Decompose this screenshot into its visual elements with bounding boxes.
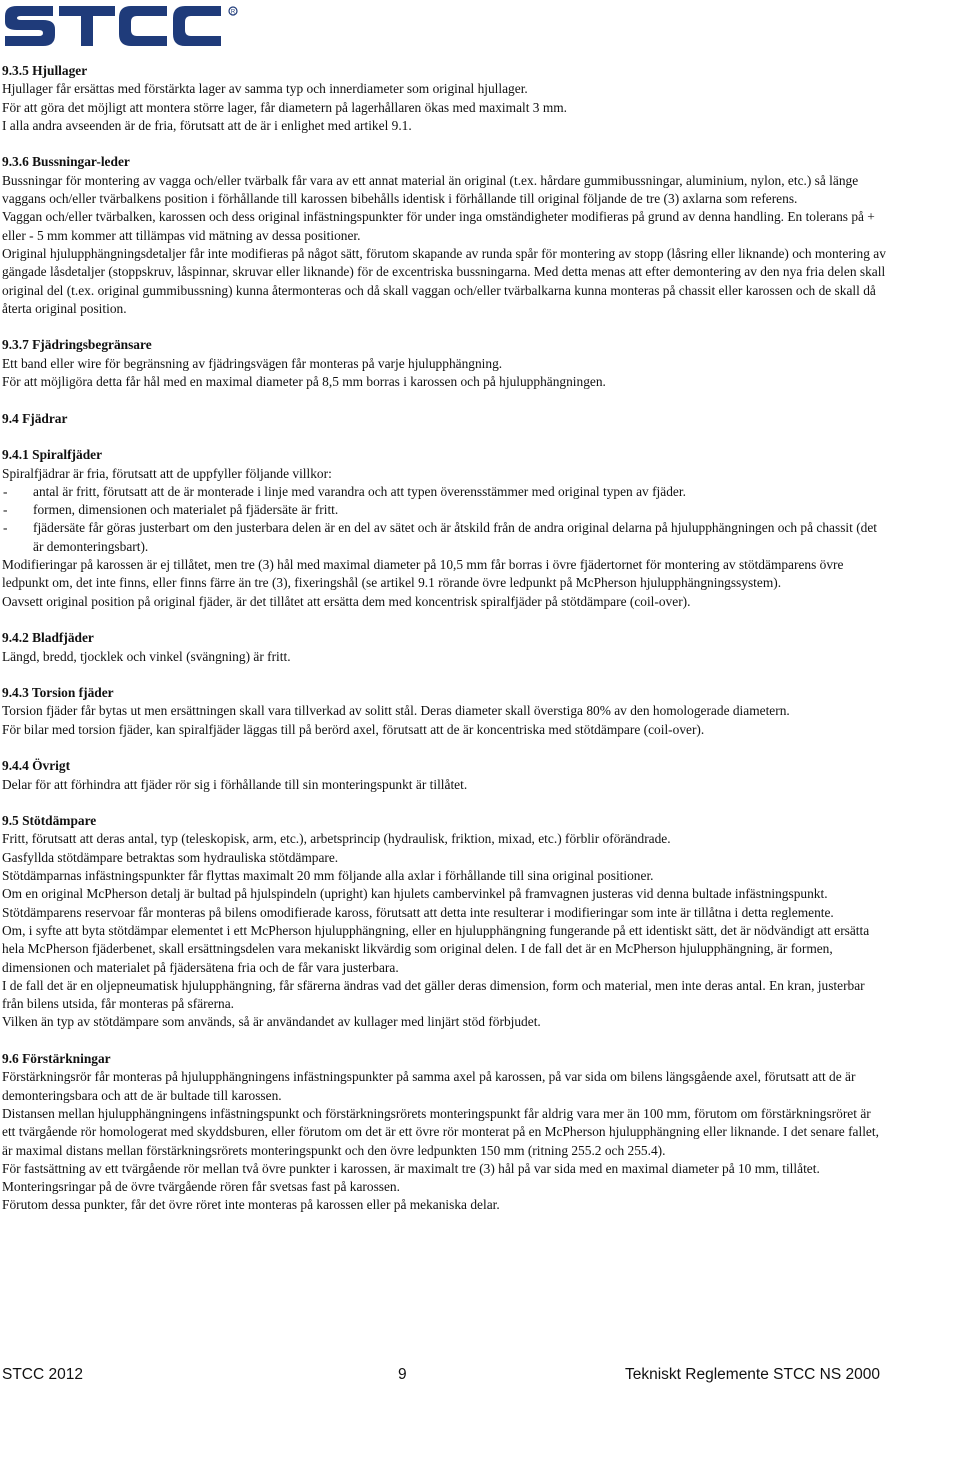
paragraph: Förstärkningsrör får monteras på hjulupphängningens infästningspunkter på samma axel på karossen, på var sida om bilens längsgående axel, förutsatt att de är demonteringsbara och att de är bultade till karossen. — [2, 1069, 856, 1103]
paragraph: Delar för att förhindra att fjäder rör sig i förhållande till sin monteringspunkt är tillåtet. — [2, 776, 468, 792]
paragraph: För fastsättning av ett tvärgående rör mellan två övre punkter i karossen, är maximalt tre (3) hål på var sida med en maximal diameter på 10 mm, tillåtet. Monteringsringar på de övre tvärgående rören får svetsas fast på karossen. — [2, 1160, 820, 1195]
paragraph: Om, i syfte att byta stötdämpar elementet i ett McPherson hjulupphängning, eller en hjulupphängning fungerande på ett identiskt sätt, det är nödvändigt att ersätta hela McPherson fjäderbenet, skall ersättningsdelen vara mekaniskt likvärdig som original delen. I de fall det är en McPherson hjulupphängning, är formen, dimensionen och materialet på fjädersätena fria och de får vara justerbara. — [2, 922, 870, 975]
page-footer — [2, 1366, 880, 1388]
paragraph: Stötdämparens reservoar får monteras på bilens omodifierade kaross, förutsatt att detta inte resulterar i modifieringar som inte är tillåtna i detta reglemente. — [2, 904, 834, 920]
section-heading: 9.5 Stötdämpare — [2, 813, 97, 829]
paragraph: I de fall det är en oljepneumatisk hjulupphängning, får sfärerna ändras vad det gäller deras dimension, form och material, men inte deras antal. En kran, justerbar från bilens utsida, får monteras på sfärerna. — [2, 977, 865, 1012]
footer-left: STCC 2012 — [2, 1366, 83, 1383]
paragraph: Längd, bredd, tjocklek och vinkel (svängning) är fritt. — [2, 648, 291, 664]
paragraph: Ett band eller wire för begränsning av fjädringsvägen får monteras på varje hjulupphängning. — [2, 355, 503, 371]
paragraph: För att möjligöra detta får hål med en maximal diameter på 8,5 mm borras i karossen och på hjulupphängningen. — [2, 374, 606, 390]
section-forstarkningar — [2, 1050, 886, 1215]
document-body — [2, 62, 886, 1233]
section-spiralfjader — [2, 446, 886, 611]
paragraph: Fritt, förutsatt att deras antal, typ (teleskopisk, arm, etc.), arbetsprincip (hydraulisk, friktion, mixad, etc.) förblir oförändrade. — [2, 831, 671, 847]
paragraph: För att göra det möjligt att montera större lager, får diametern på lagerhållaren ökas med maximalt 3 mm. — [2, 99, 568, 115]
stcc-logo — [3, 2, 243, 50]
paragraph: Om en original McPherson detalj är bultad på hjulspindeln (upright) kan hjulets cambervinkel på framvagnen justeras vid denna bultade infästningspunkt. — [2, 886, 828, 902]
section-stotdampare — [2, 812, 886, 1032]
bullet-item: - formen, dimensionen och materialet på fjädersäte är fritt. — [2, 501, 886, 519]
section-ovrigt — [2, 757, 886, 794]
paragraph: Oavsett original position på original fjäder, är det tillåtet att ersätta dem med koncentrisk spiralfjäder på stötdämpare (coil-over). — [2, 593, 691, 609]
section-heading: 9.4.2 Bladfjäder — [2, 630, 94, 646]
section-heading: 9.3.5 Hjullager — [2, 63, 88, 78]
section-hjullager — [2, 62, 886, 135]
section-heading: 9.4.3 Torsion fjäder — [2, 685, 114, 701]
paragraph: Original hjulupphängningsdetaljer får inte modifieras på något sätt, förutom skapande av runda spår för montering av stopp (låsring eller liknande) och montering av gängade låsdetaljer (stoppskruv, låspinnar, skruvar eller liknande) för de excentriska bussningarna. Med detta menas att efter demontering av den nya fria delen skall original del (t.ex. original gummibussning) kunna återmonteras och då skall vaggan och/eller tvärbalkarna kunna monteras på chassit eller karossen och de skall då återta original position. — [2, 245, 886, 316]
footer-page-number: 9 — [398, 1366, 407, 1383]
section-torsion — [2, 684, 886, 739]
paragraph: Spiralfjädrar är fria, förutsatt att de uppfyller följande villkor: — [2, 465, 332, 481]
footer-right: Tekniskt Reglemente STCC NS 2000 — [624, 1366, 880, 1383]
paragraph: Bussningar för montering av vagga och/eller tvärbalk får vara av ett annat material än original (t.ex. hårdare gummibussningar, aluminium, nylon, etc.) så länge vaggans och/eller tvärbalkens position i förhållande till karossen bibehålls identisk i förhållande till original följande de tre (3) axlarna som referens. — [2, 172, 859, 207]
paragraph: Vaggan och/eller tvärbalken, karossen och dess original infästningspunkter för under inga omständigheter modifieras på grund av denna handling. En tolerans på + eller - 5 mm kommer att tillämpas vid mätning av dessa positioner. — [2, 209, 875, 243]
paragraph: För bilar med torsion fjäder, kan spiralfjäder läggas till på berörd axel, förutsatt att de är koncentriska med stötdämpare (coil-over). — [2, 721, 705, 737]
paragraph: Gasfyllda stötdämpare betraktas som hydrauliska stötdämpare. — [2, 849, 339, 865]
svg-text:R: R — [230, 9, 236, 16]
paragraph: Hjullager får ersättas med förstärkta lager av samma typ och innerdiameter som original hjullager. — [2, 81, 528, 97]
bullet-item: - antal är fritt, förutsatt att de är monterade i linje med varandra och att typen överensstämmer med original typen av fjäder. — [2, 483, 886, 501]
paragraph: Stötdämparnas infästningspunkter får flyttas maximalt 20 mm följande alla axlar i förhållande till sina original positioner. — [2, 868, 654, 884]
paragraph: Vilken än typ av stötdämpare som används, så är användandet av kullager med linjärt stöd förbjudet. — [2, 1014, 541, 1030]
section-heading: 9.4.4 Övrigt — [2, 758, 71, 774]
section-heading: 9.4.1 Spiralfjäder — [2, 447, 103, 463]
section-bladfjader — [2, 629, 886, 666]
paragraph: Torsion fjäder får bytas ut men ersättningen skall vara tillverkad av solitt stål. Deras diameter skall överstiga 80% av den homologerade diametern. — [2, 703, 790, 719]
section-heading: 9.3.6 Bussningar-leder — [2, 154, 130, 170]
paragraph: Förutom dessa punkter, får det övre röret inte monteras på karossen eller på mekaniska delar. — [2, 1197, 500, 1213]
section-bussningar — [2, 153, 886, 318]
paragraph: I alla andra avseenden är de fria, förutsatt att de är i enlighet med artikel 9.1. — [2, 117, 412, 133]
bullet-item: - fjädersäte får göras justerbart om den justerbara delen är en del av sätet och är åtskild från de andra original delarna på hjulupphängningen och på chassit (det är demonteringsbart). — [2, 519, 886, 556]
paragraph: Modifieringar på karossen är ej tillåtet, men tre (3) hål med maximal diameter på 10,5 mm får borras i övre fjädertornet för montering av stötdämparens övre ledpunkt om, det inte finns, eller finns färre än tre (3), fixeringshål (se artikel 9.1 rörande övre ledpunkt på McPherson hjulupphängningssystem). — [2, 557, 844, 591]
section-fjadrar — [2, 410, 886, 428]
section-heading: 9.3.7 Fjädringsbegränsare — [2, 337, 152, 353]
paragraph: Distansen mellan hjulupphängningens infästningspunkt och förstärkningsrörets monteringspunkt får aldrig vara mer än 100 mm, förutom om förstärkningsröret är ett tvärgående rör homologerat med skyddsburen, eller förutom om det är ett övre rör monterat på en McPherson hjulupphängning eller liknande. I det senare fallet, är maximal distans mellan förstärkningsrörets monteringspunkt och den övre ledpunkten 150 mm (ritning 255.2 och 255.4). — [2, 1105, 879, 1158]
section-heading: 9.6 Förstärkningar — [2, 1051, 111, 1067]
section-heading: 9.4 Fjädrar — [2, 410, 68, 426]
section-fjadringsbegransare — [2, 336, 886, 391]
